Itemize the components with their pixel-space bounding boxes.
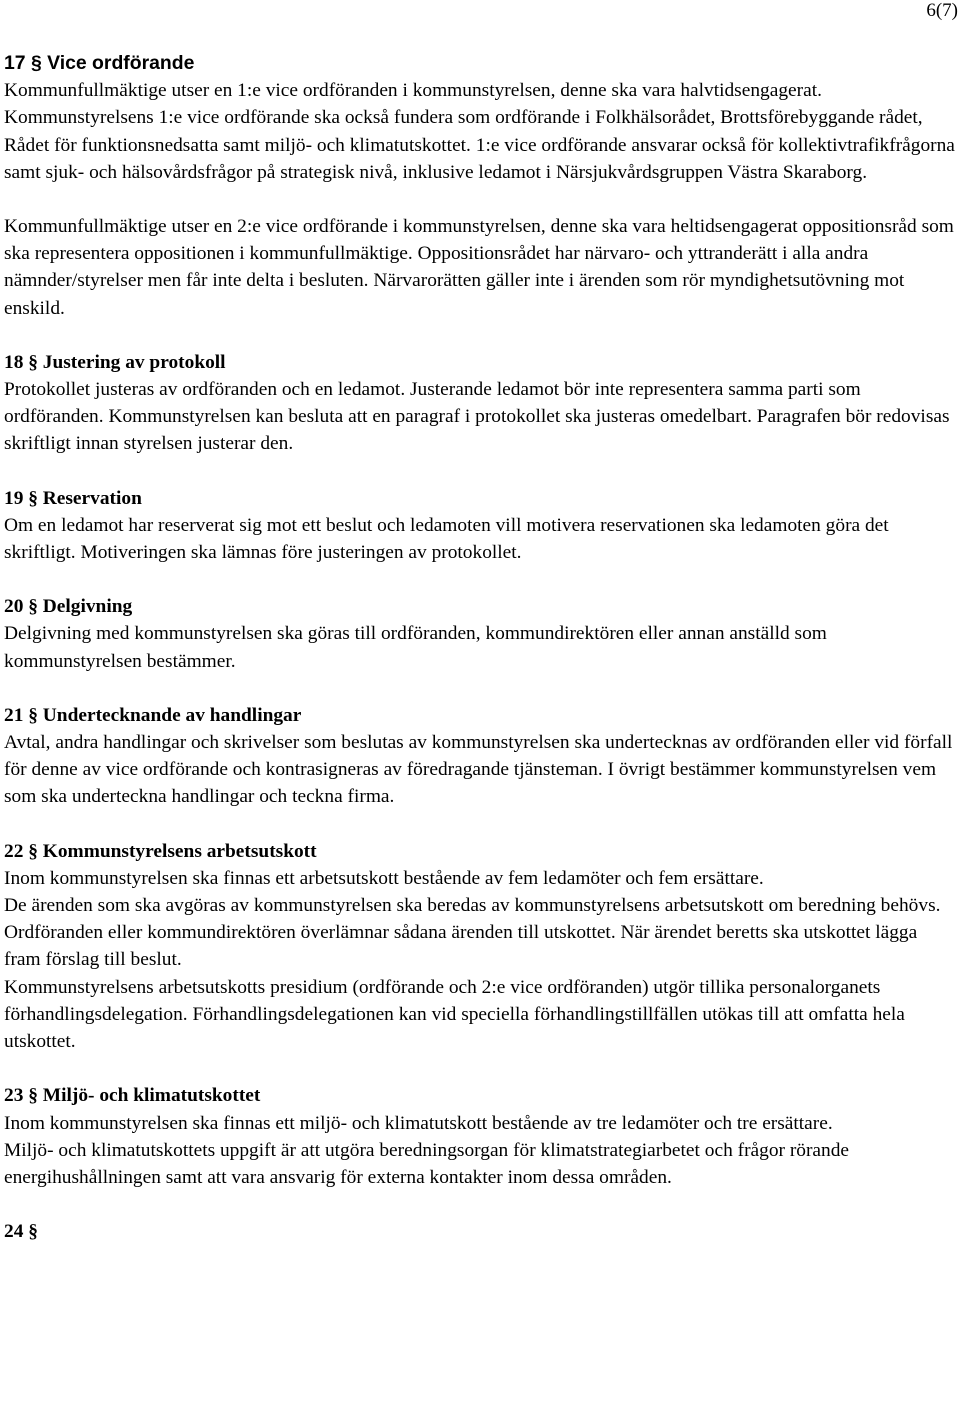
section-19 — [4, 485, 956, 567]
section-paragraph: Miljö- och klimatutskottets uppgift är att utgöra beredningsorgan för klimatstrategiarbetet och frågor rörande energihushållningen samt att vara ansvarig för externa kontakter inom dessa områden. — [4, 1139, 850, 1188]
section-paragraph: Protokollet justeras av ordföranden och en ledamot. Justerande ledamot bör inte representera samma parti som ordföranden. Kommunstyrelsen kan besluta att en paragraf i protokollet ska justeras omedelbart. Paragrafen bör redovisas skriftligt innan styrelsen justerar den. — [4, 379, 950, 455]
section-paragraph: De ärenden som ska avgöras av kommunstyrelsen ska beredas av kommunstyrelsens arbetsutskott om beredning behövs. Ordföranden eller kommundirektören överlämnar sådana ärenden till utskottet. När ärendet beretts ska utskottet lägga fram förslag till beslut. — [4, 895, 941, 971]
section-21 — [4, 702, 956, 811]
section-heading: 21 § Undertecknande av handlingar — [4, 704, 302, 726]
section-paragraph: Delgivning med kommunstyrelsen ska göras till ordföranden, kommundirektören eller annan anställd som kommunstyrelsen bestämmer. — [4, 623, 827, 672]
section-22 — [4, 838, 956, 1056]
section-heading: 22 § Kommunstyrelsens arbetsutskott — [4, 840, 317, 862]
section-heading: 17 § Vice ordförande — [4, 52, 195, 74]
section-paragraph: Kommunfullmäktige utser en 2:e vice ordförande i kommunstyrelsen, denne ska vara heltidsengagerat oppositionsråd som ska representera oppositionen i kommunfullmäktige. Oppositionsrådet har närvaro- och yttranderätt i alla andra nämnder/styrelser men får inte delta i besluten. Närvarorätten gäller inte i ärenden som rör myndighetsutövning mot enskild. — [4, 216, 954, 319]
document-body — [4, 50, 956, 1245]
section-18 — [4, 349, 956, 458]
section-24 — [4, 1218, 956, 1245]
section-23 — [4, 1082, 956, 1191]
section-paragraph: Om en ledamot har reserverat sig mot ett beslut och ledamoten vill motivera reservationen ska ledamoten göra det skriftligt. Motiveringen ska lämnas före justeringen av protokollet. — [4, 514, 889, 564]
section-heading: 24 § — [4, 1221, 38, 1243]
section-20 — [4, 593, 956, 675]
section-paragraph: Kommunstyrelsens arbetsutskotts presidium (ordförande och 2:e vice ordföranden) utgör tillika personalorganets förhandlingsdelegation. Förhandlingsdelegationen kan vid speciella förhandlingstillfällen utökas till att omfatta hela utskottet. — [4, 976, 905, 1053]
section-paragraph: Inom kommunstyrelsen ska finnas ett miljö- och klimatutskott bestående av tre ledamöter och tre ersättare. — [4, 1112, 833, 1134]
section-17 — [4, 50, 956, 322]
section-heading: 20 § Delgivning — [4, 596, 133, 618]
page-number: 6(7) — [926, 0, 958, 21]
section-heading: 23 § Miljö- och klimatutskottet — [4, 1085, 261, 1107]
section-heading: 18 § Justering av protokoll — [4, 351, 226, 373]
section-paragraph: Avtal, andra handlingar och skrivelser som beslutas av kommunstyrelsen ska undertecknas av ordföranden eller vid förfall för denne av vice ordförande och kontrasigneras av föredragande tjänsteman. I övrigt bestämmer kommunstyrelsen vem som ska underteckna handlingar och teckna firma. — [4, 732, 953, 808]
section-paragraph: Inom kommunstyrelsen ska finnas ett arbetsutskott bestående av fem ledamöter och fem ersättare. — [4, 867, 764, 889]
section-paragraph-text: Kommunfullmäktige utser en 1:e vice ordföranden i kommunstyrelsen, denne ska vara halvtidsengagerat. Kommunstyrelsens 1:e vice ordförande ska också fundera som ordförande i Folkhälsorådet, Brottsförebyggande rådet, Rådet för funktionsnedsatta samt miljö- och klimatutskottet. 1:e vice ordförande ansvarar också för kollektivtrafikfrågorna samt sjuk- och hälsovårdsfrågor på strategisk nivå, inklusive ledamot i Närsjukvårdsgruppen Västra Skaraborg. — [4, 80, 955, 183]
section-paragraph — [4, 77, 956, 186]
section-heading: 19 § Reservation — [4, 487, 142, 509]
